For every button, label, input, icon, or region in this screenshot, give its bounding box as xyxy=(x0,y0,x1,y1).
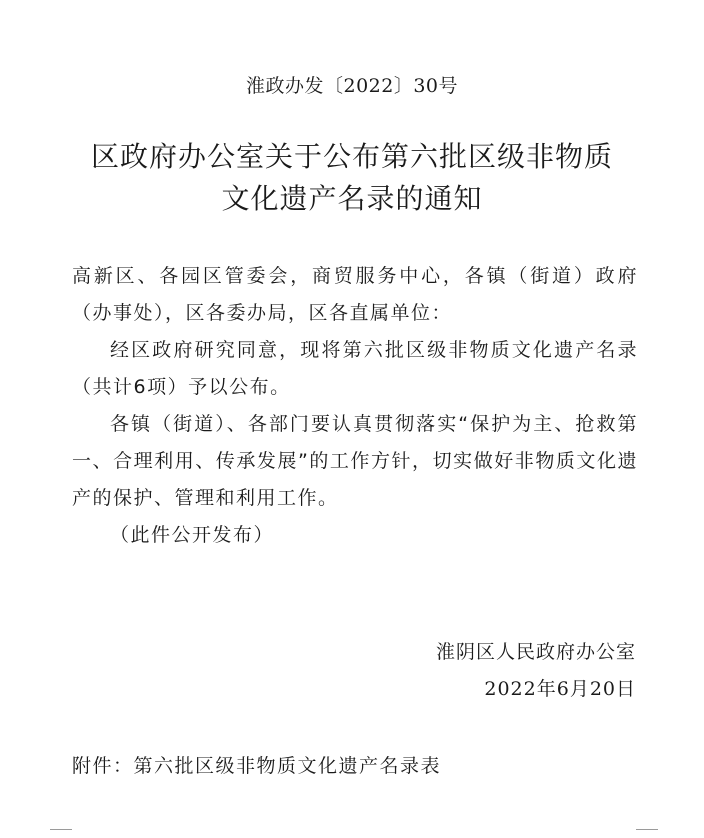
document-number: 淮政办发〔2022〕30号 xyxy=(245,75,459,97)
issuer-name: 淮阴区人民政府办公室 xyxy=(435,641,636,663)
signature-block xyxy=(436,634,636,708)
recipients: 高新区、各园区管委会，商贸服务中心，各镇（街道）政府（办事处），区各委办局，区各直属单位： xyxy=(72,265,638,324)
title-line-1: 区政府办公室关于公布第六批区级非物质 xyxy=(90,140,613,173)
attachment-link[interactable]: 附件：第六批区级非物质文化遗产名录表 xyxy=(72,755,442,777)
title-line-2: 文化遗产名录的通知 xyxy=(221,182,483,215)
body-paragraph-2: 各镇（街道）、各部门要认真贯彻落实“保护为主、抢救第一、合理利用、传承发展”的工作方针，切实做好非物质文化遗产的保护、管理和利用工作。 xyxy=(72,413,638,509)
publish-note: （此件公开发布） xyxy=(110,524,275,546)
body-paragraph-1: 经区政府研究同意，现将第六批区级非物质文化遗产名录（共计6项）予以公布。 xyxy=(72,339,638,398)
issue-date: 2022年6月20日 xyxy=(484,678,636,700)
document-body xyxy=(72,258,638,554)
document-title xyxy=(0,136,704,220)
